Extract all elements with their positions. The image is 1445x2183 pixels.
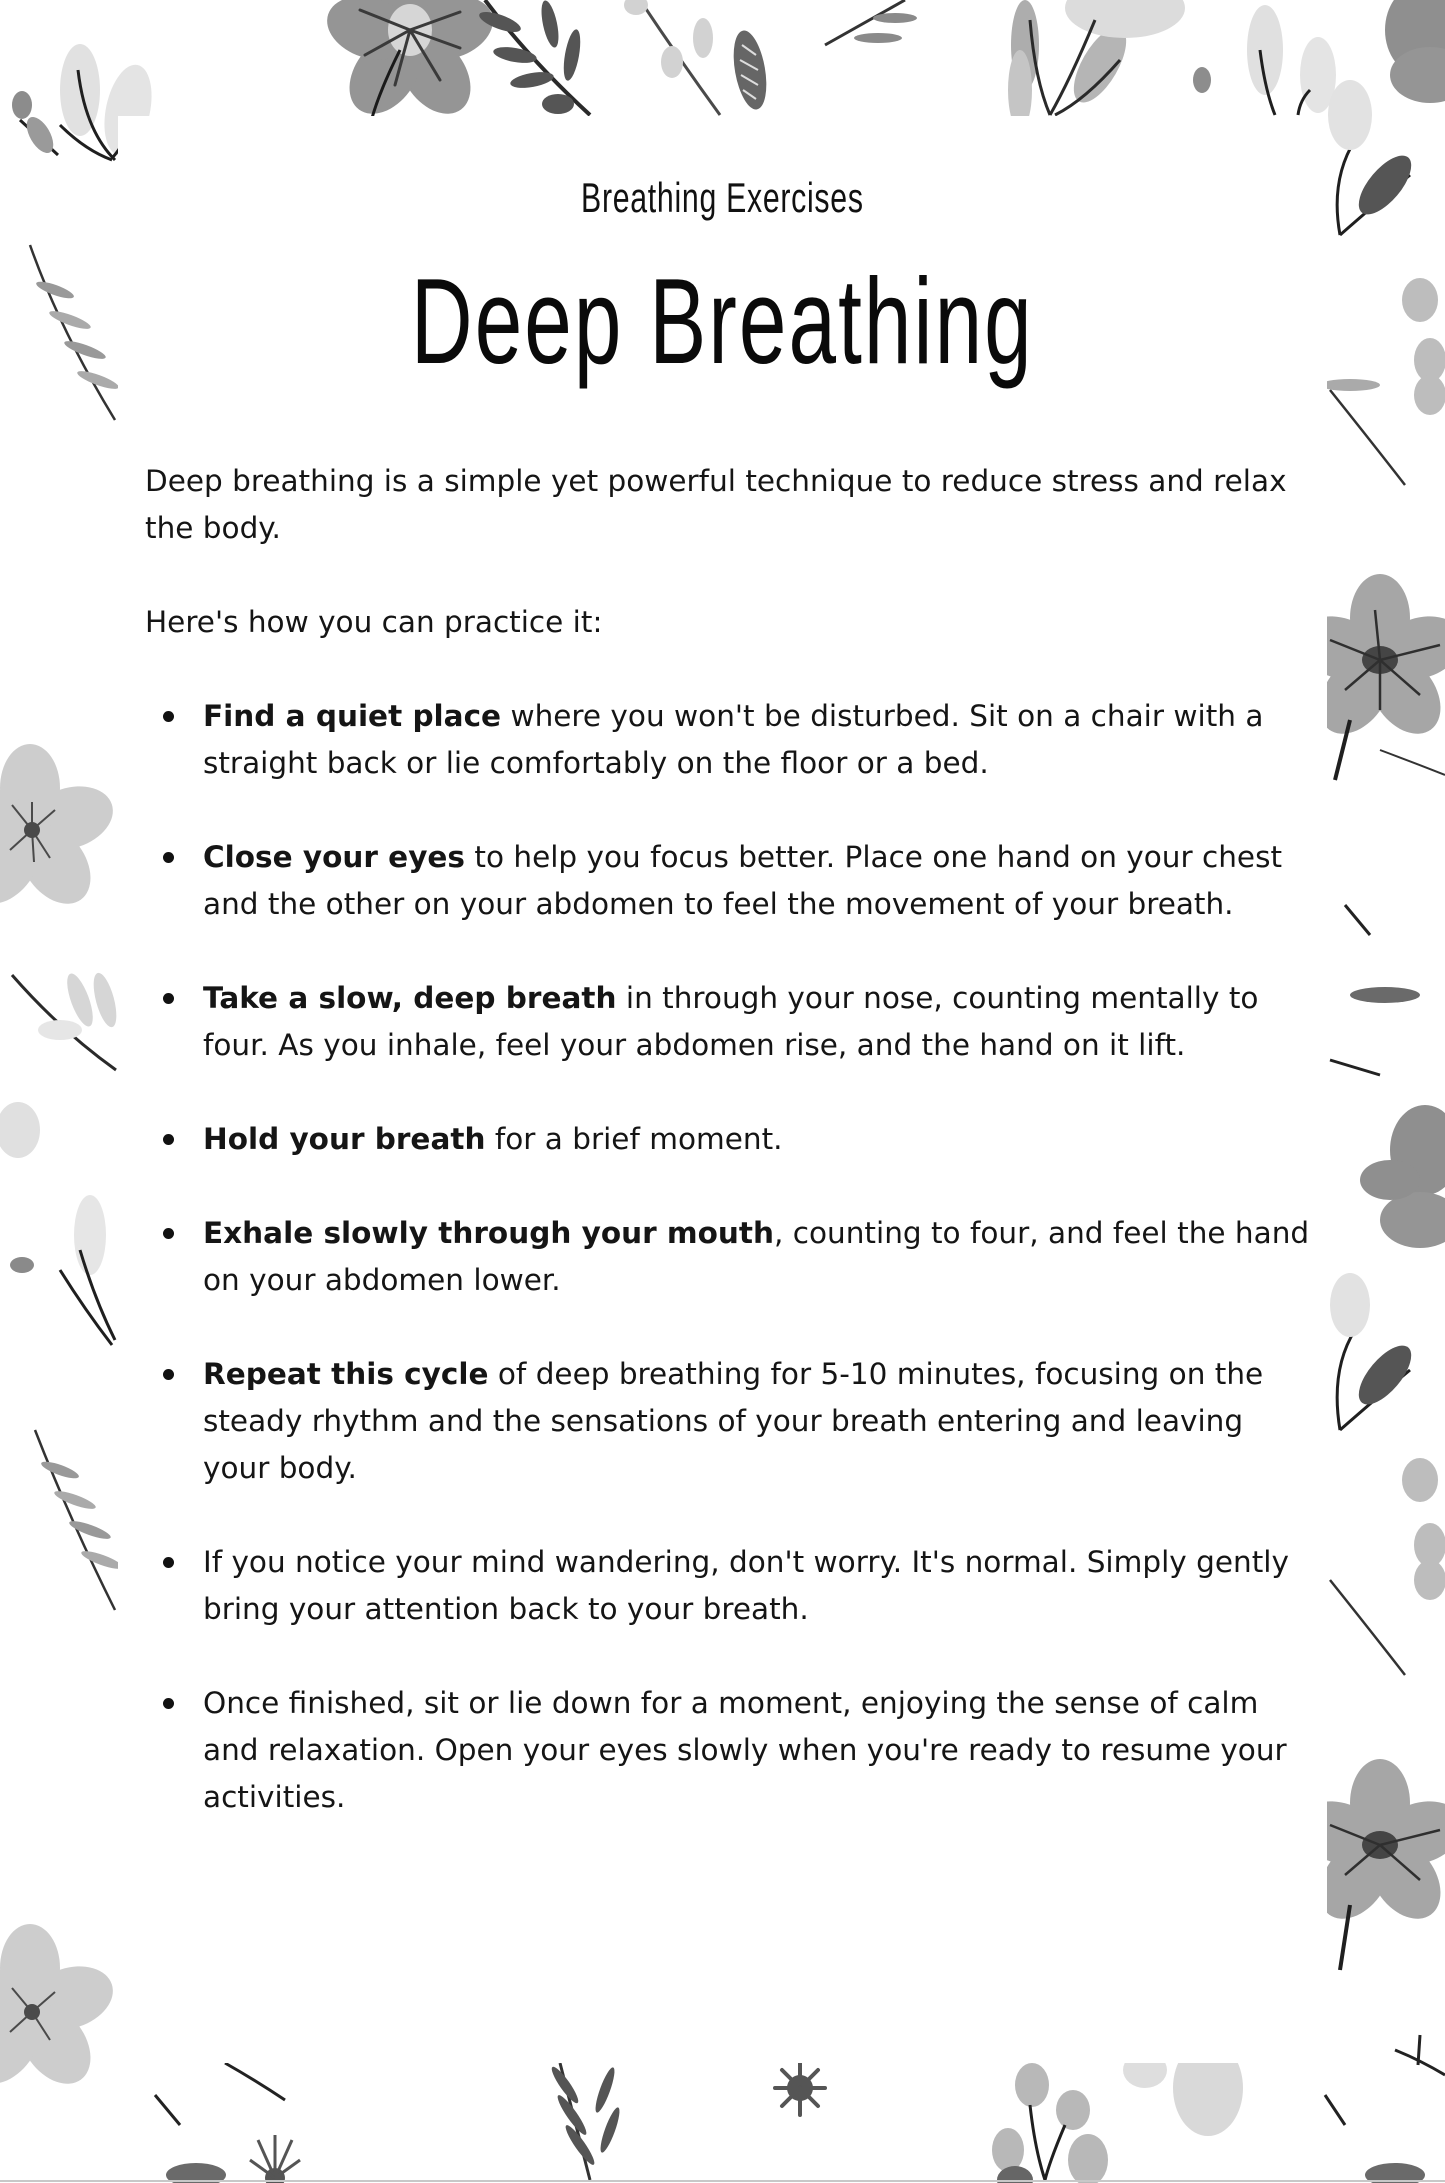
step-text: , counting to four, and feel the hand on your abdomen lower. (203, 1216, 1310, 1297)
section-kicker: Breathing Exercises (581, 174, 864, 221)
leaf-sprig-icon (1193, 5, 1336, 115)
round-leaf-branch-icon (624, 0, 720, 115)
fern-icon (35, 1430, 124, 1610)
round-leaf-branch-icon (992, 2063, 1108, 2183)
leaf-sprig-icon (1008, 0, 1185, 130)
step-text: where you won't be disturbed. Sit on a chair with a straight back or lie comfortably on the floor or a bed. (203, 699, 1264, 780)
list-item (145, 1680, 1310, 1821)
bottom-border-line (0, 2180, 1445, 2182)
step-emphasis: Hold your breath (203, 1122, 486, 1156)
list-item (145, 1539, 1310, 1633)
striped-leaf-icon (1328, 80, 1420, 235)
bullet-icon (163, 852, 174, 863)
flower-icon (1385, 0, 1445, 103)
bullet-icon (163, 1557, 174, 1568)
bullet-icon (163, 1369, 174, 1380)
striped-leaf-icon (1330, 1273, 1420, 1430)
step-text: to help you focus better. Place one hand on your chest and the other on your abdomen to feel the movement of your breath. (203, 840, 1283, 921)
fern-icon (1395, 2035, 1445, 2075)
step-text: in through your nose, counting mentally to four. As you inhale, feel your abdomen rise, and the hand on it lift. (203, 981, 1259, 1062)
step-emphasis: Close your eyes (203, 840, 465, 874)
list-item (145, 834, 1310, 928)
list-item (145, 1116, 1310, 1163)
leaf-sprig-icon (20, 113, 59, 158)
starburst-flower-icon (775, 2063, 825, 2115)
flower-icon (1360, 1105, 1445, 1248)
article-body (145, 458, 1310, 1868)
list-item (145, 1210, 1310, 1304)
leaf-sprig-icon (155, 2063, 285, 2183)
flower-icon (0, 744, 121, 917)
step-text: of deep breathing for 5-10 minutes, focusing on the steady rhythm and the sensations of your breath entering and leaving your body. (203, 1357, 1264, 1485)
fern-icon (1330, 750, 1445, 1075)
fern-icon (548, 2063, 623, 2180)
striped-leaf-icon (728, 28, 771, 112)
round-leaf-branch-icon (1320, 278, 1445, 485)
fern-icon (30, 245, 120, 420)
leaf-sprig-icon (12, 971, 121, 1070)
step-emphasis: Repeat this cycle (203, 1357, 489, 1391)
step-text: Once finished, sit or lie down for a moment, enjoying the sense of calm and relaxation. Open your eyes slowly when you're ready to resume your activities. (203, 1686, 1287, 1814)
steps-list (145, 693, 1310, 1821)
step-text: for a brief moment. (485, 1122, 783, 1156)
fern-icon (477, 0, 590, 115)
content-panel (118, 116, 1327, 2063)
list-item (145, 1351, 1310, 1492)
page-title: Deep Breathing (410, 253, 1034, 389)
flower-icon (0, 1924, 121, 2097)
list-item (145, 975, 1310, 1069)
bullet-icon (163, 1134, 174, 1145)
bullet-icon (163, 1228, 174, 1239)
flower-icon (319, 0, 501, 127)
step-emphasis: Take a slow, deep breath (203, 981, 617, 1015)
bullet-icon (163, 1698, 174, 1709)
step-emphasis: Find a quiet place (203, 699, 502, 733)
lead-in-paragraph: Here's how you can practice it: (145, 605, 603, 639)
step-text: If you notice your mind wandering, don't worry. It's normal. Simply gently bring your attention back to your breath. (203, 1545, 1289, 1626)
leaf-sprig-icon (0, 1102, 115, 1345)
intro-paragraph: Deep breathing is a simple yet powerful technique to reduce stress and relax the body. (145, 464, 1287, 545)
starburst-flower-icon (250, 2135, 300, 2183)
fern-icon (825, 0, 917, 45)
round-leaf-branch-icon (1330, 1458, 1445, 1675)
step-emphasis: Exhale slowly through your mouth (203, 1216, 775, 1250)
bullet-icon (163, 993, 174, 1004)
list-item (145, 693, 1310, 787)
bullet-icon (163, 711, 174, 722)
